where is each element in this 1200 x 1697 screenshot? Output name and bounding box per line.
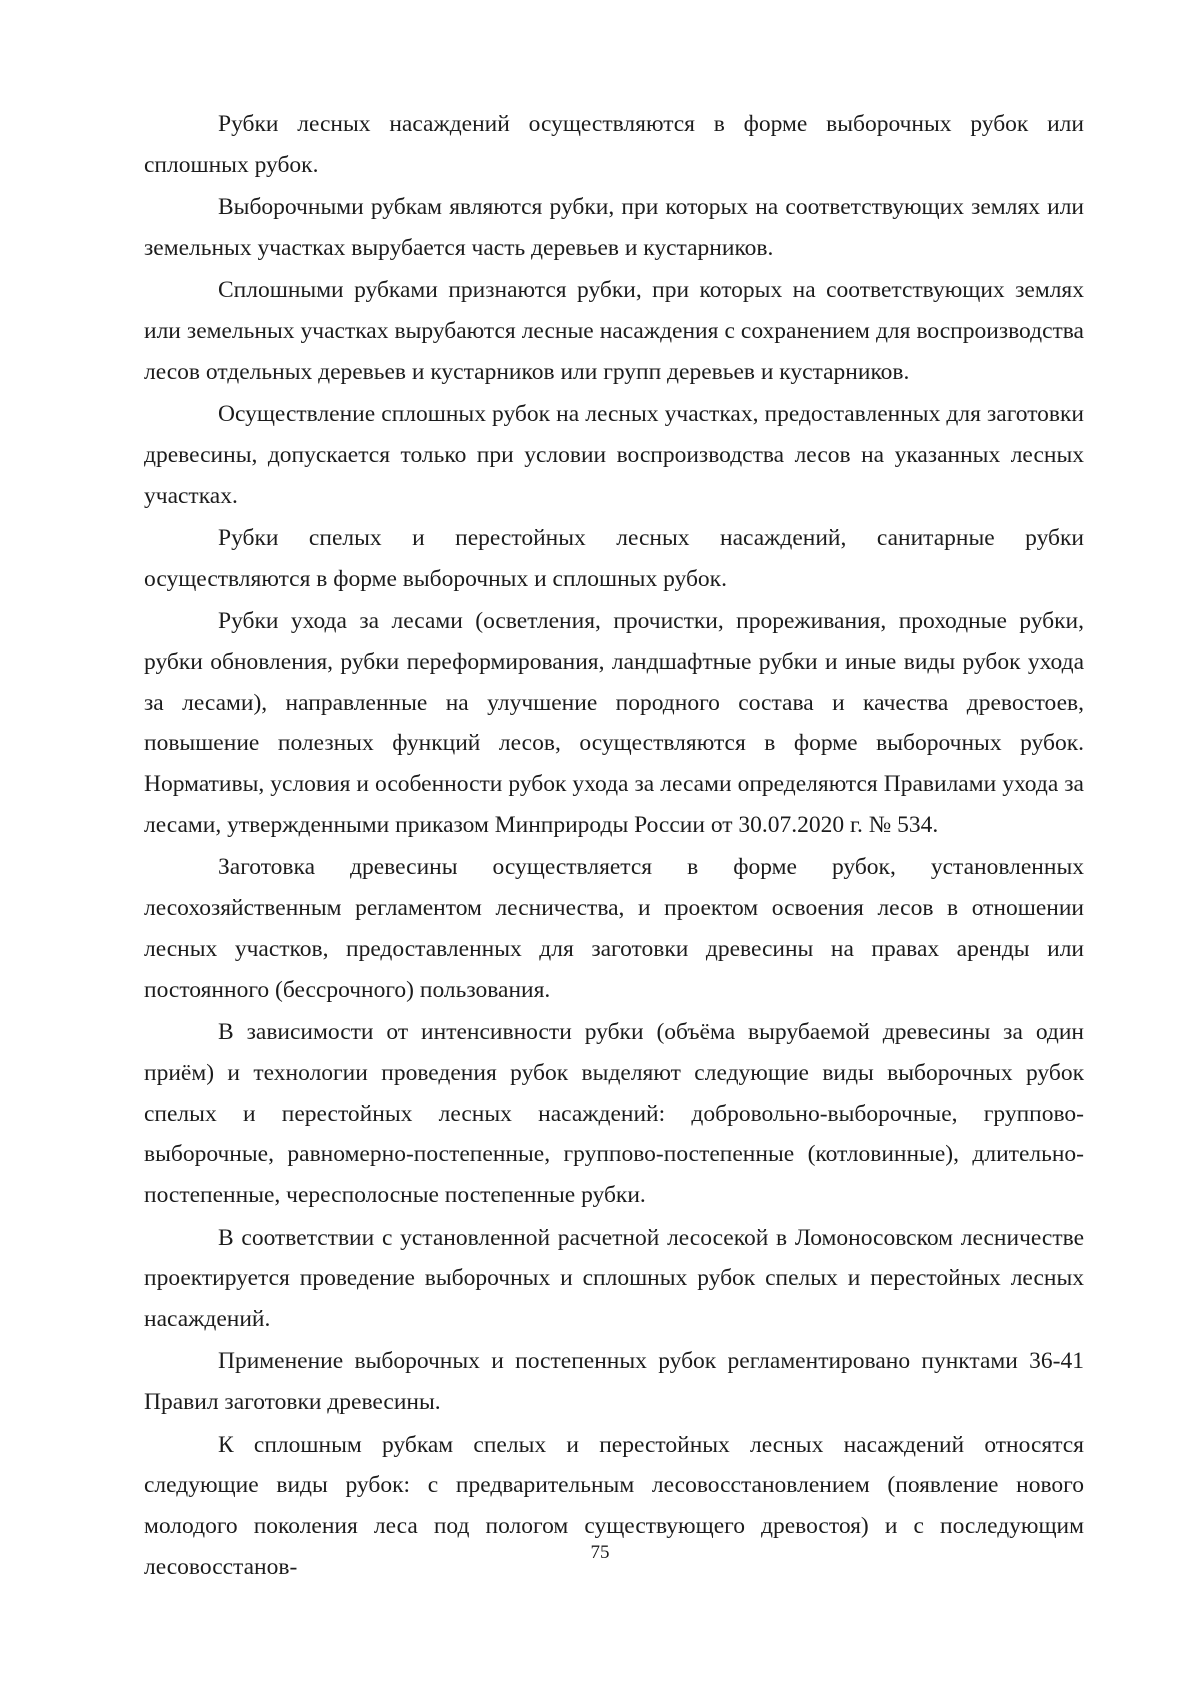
paragraph: Рубки ухода за лесами (осветления, прочистки, прореживания, проходные рубки, рубки обновления, рубки переформирования, ландшафтные рубки и иные виды рубок ухода за лесами), направленные на улучшение породного состава и качества древостоев, повышение полезных функций лесов, осуществляются в форме выборочных рубок. Нормативы, условия и особенности рубок ухода за лесами определяются Правилами ухода за лесами, утвержденными приказом Минприроды России от 30.07.2020 г. № 534. [144,608,1084,839]
paragraph: Применение выборочных и постепенных рубок регламентировано пунктами 36-41 Правил заготовки древесины. [144,1348,1084,1416]
paragraph: Рубки спелых и перестойных лесных насаждений, санитарные рубки осуществляются в форме выборочных и сплошных рубок. [144,524,1084,592]
paragraph: Выборочными рубкам являются рубки, при которых на соответствующих землях или земельных участках вырубается часть деревьев и кустарников. [144,194,1084,261]
paragraph: В соответствии с установленной расчетной лесосекой в Ломоносовском лесничестве проектируется проведение выборочных и сплошных рубок спелых и перестойных лесных насаждений. [144,1224,1084,1333]
paragraph: Сплошными рубками признаются рубки, при которых на соответствующих землях или земельных участках вырубаются лесные насаждения с сохранением для воспроизводства лесов отдельных деревьев и кустарников или групп деревьев и кустарников. [144,277,1084,385]
page-number: 75 [590,1542,610,1563]
document-body [144,104,1084,1589]
paragraph: Осуществление сплошных рубок на лесных участках, предоставленных для заготовки древесины, допускается только при условии воспроизводства лесов на указанных лесных участках. [144,401,1084,509]
paragraph: В зависимости от интенсивности рубки (объёма вырубаемой древесины за один приём) и технологии проведения рубок выделяют следующие виды выборочных рубок спелых и перестойных лесных насаждений: добровольно-выборочные, группово-выборочные, равномерно-постепенные, группово-постепенные (котловинные), длительно-постепенные, чересполосные постепенные рубки. [144,1019,1084,1209]
paragraph: Рубки лесных насаждений осуществляются в форме выборочных рубок или сплошных рубок. [144,111,1084,178]
paragraph: К сплошным рубкам спелых и перестойных лесных насаждений относятся следующие виды рубок: с предварительным лесовосстановлением (появление нового молодого поколения леса под пологом существующего древостоя) и с последующим лесовосстанов- [144,1431,1084,1580]
paragraph: Заготовка древесины осуществляется в форме рубок, установленных лесохозяйственным регламентом лесничества, и проектом освоения лесов в отношении лесных участков, предоставленных для заготовки древесины на правах аренды или постоянного (бессрочного) пользования. [144,854,1084,1003]
